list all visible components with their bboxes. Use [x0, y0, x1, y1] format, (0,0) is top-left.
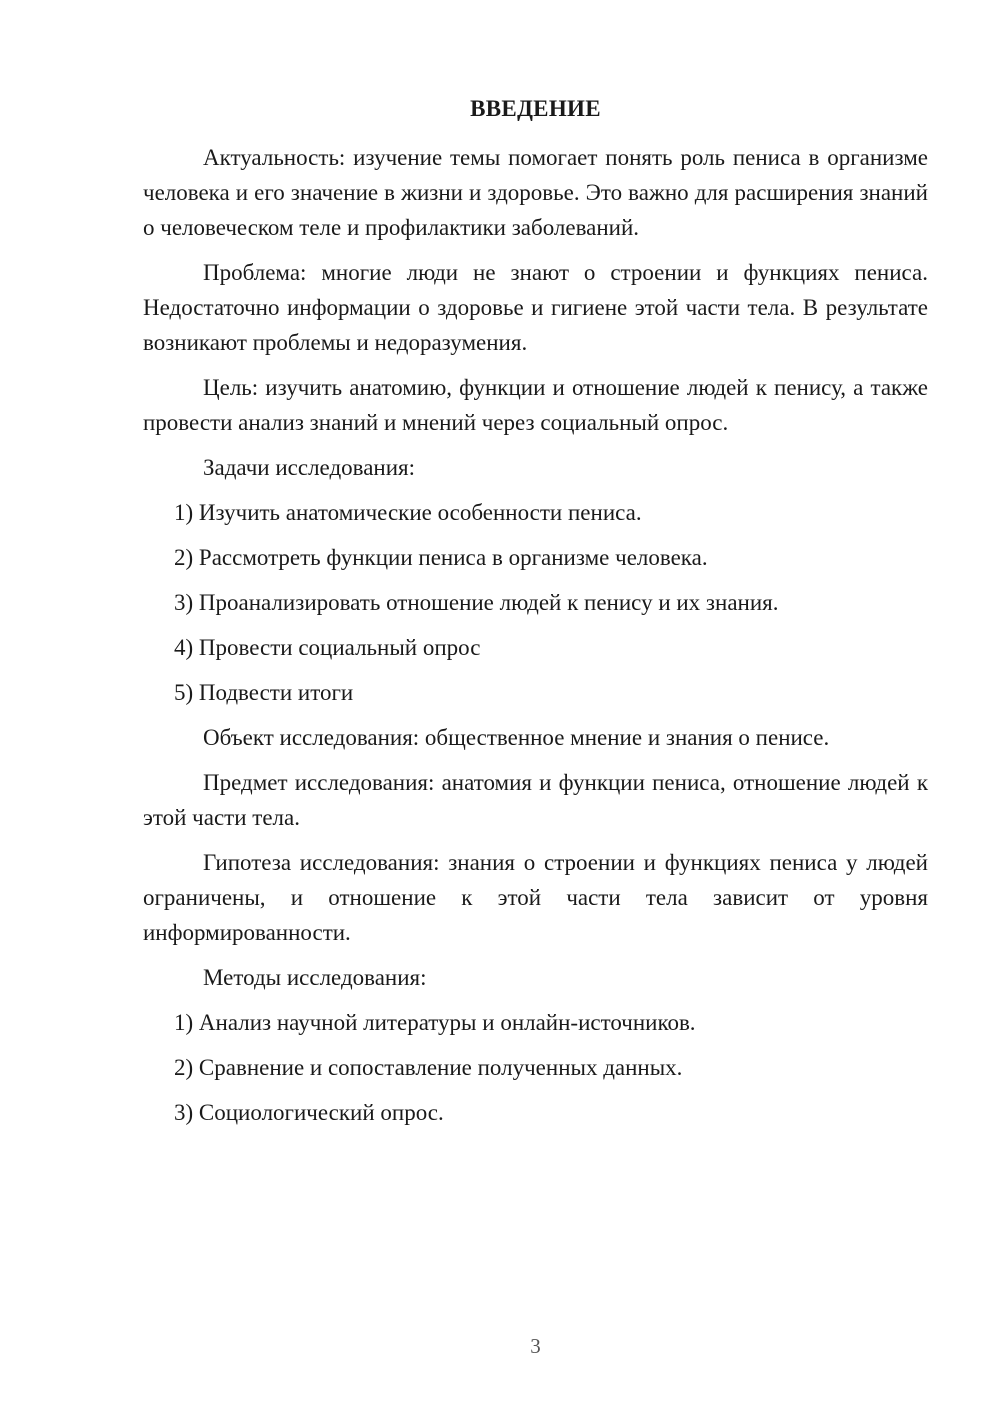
actuality-paragraph: Актуальность: изучение темы помогает понять роль пениса в организме человека и его значение в жизни и здоровье. Это важно для расширения знаний о человеческом теле и профилактики заболеваний. — [143, 145, 928, 240]
hypothesis-paragraph: Гипотеза исследования: знания о строении и функциях пениса у людей ограничены, и отношение к этой части тела зависит от уровня информированности. — [143, 850, 928, 945]
task-item: 3) Проанализировать отношение людей к пенису и их знания. — [174, 590, 779, 615]
goal-paragraph: Цель: изучить анатомию, функции и отношение людей к пенису, а также провести анализ знаний и мнений через социальный опрос. — [143, 375, 928, 435]
task-item: 1) Изучить анатомические особенности пениса. — [174, 500, 642, 525]
section-heading: ВВЕДЕНИЕ — [470, 96, 601, 121]
method-item: 1) Анализ научной литературы и онлайн-источников. — [174, 1010, 696, 1035]
task-item: 5) Подвести итоги — [174, 680, 354, 705]
page-number: 3 — [530, 1334, 541, 1358]
task-item: 2) Рассмотреть функции пениса в организме человека. — [174, 545, 708, 570]
methods-title: Методы исследования: — [203, 965, 427, 990]
document-page — [143, 0, 928, 1414]
document-body — [143, 140, 928, 1140]
tasks-title: Задачи исследования: — [203, 455, 416, 480]
object-paragraph: Объект исследования: общественное мнение и знания о пенисе. — [203, 725, 830, 750]
method-item: 3) Социологический опрос. — [174, 1100, 444, 1125]
problem-paragraph: Проблема: многие люди не знают о строении и функциях пениса. Недостаточно информации о здоровье и гигиене этой части тела. В результате возникают проблемы и недоразумения. — [143, 260, 928, 355]
subject-paragraph: Предмет исследования: анатомия и функции пениса, отношение людей к этой части тела. — [143, 770, 928, 830]
method-item: 2) Сравнение и сопоставление полученных данных. — [174, 1055, 683, 1080]
task-item: 4) Провести социальный опрос — [174, 635, 481, 660]
